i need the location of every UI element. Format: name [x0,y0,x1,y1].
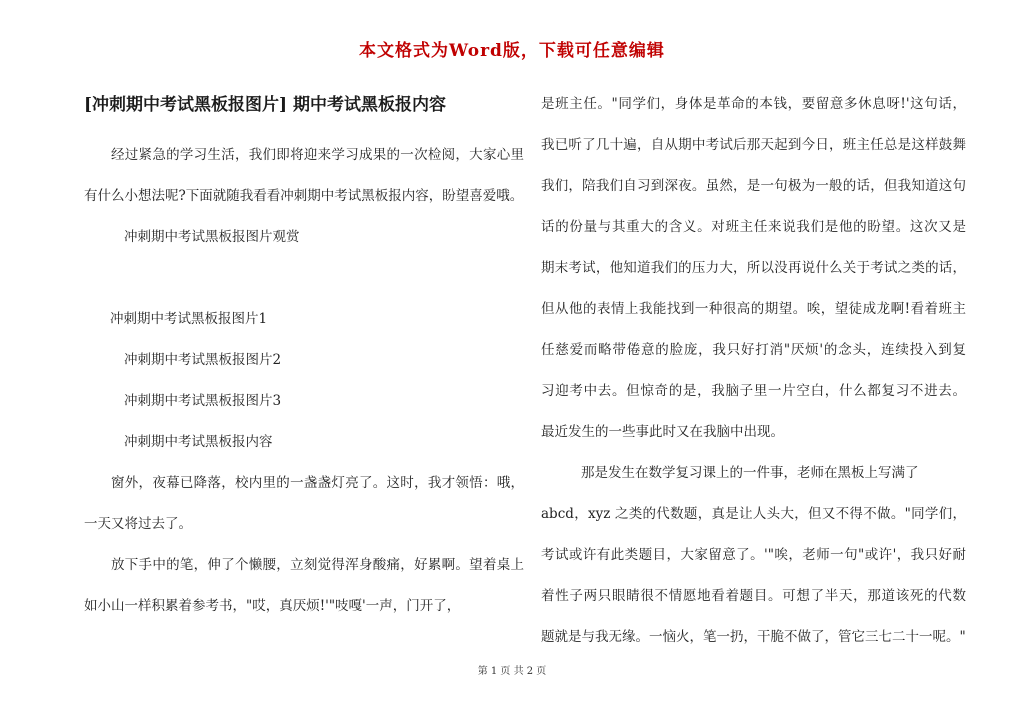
text-line: 着性子两只眼睛很不情愿地看着题目。可想了半天，那道该死的代数 [541,588,966,604]
right-column [541,84,966,658]
text-line: 我已听了几十遍，自从期中考试后那天起到今日，班主任总是这样鼓舞 [541,137,966,153]
picture-caption-2: 冲刺期中考试黑板报图片2 [124,352,282,368]
body-paragraph-1: 窗外，夜幕已降落，校内里的一盏盏灯亮了。这时，我才领悟：哦，一天又将过去了。 [84,475,524,532]
text-line: abcd，xyz 之类的代数题，真是让人头大，但又不得不做。"同学们， [541,506,966,522]
text-line: 任慈爱而略带倦意的脸庞，我只好打消"厌烦'的念头，连续投入到复 [541,342,966,358]
download-banner: 本文格式为Word版，下载可任意编辑 [359,41,665,61]
intro-paragraph: 经过紧急的学习生活，我们即将迎来学习成果的一次检阅，大家心里有什么小想法呢?下面就随我看看冲刺期中考试黑板报内容，盼望喜爱哦。 [84,147,524,204]
image-placeholder [84,258,524,299]
picture-caption-3: 冲刺期中考试黑板报图片3 [124,393,282,409]
text-line: 题就是与我无缘。一恼火，笔一扔，干脆不做了，管它三七二十一呢。" [541,629,966,645]
gallery-heading: 冲刺期中考试黑板报图片观赏 [124,229,300,245]
text-line: 最近发生的一些事此时又在我脑中出现。 [541,424,784,440]
body-paragraph-2: 放下手中的笔，伸了个懒腰，立刻觉得浑身酸痛，好累啊。望着桌上如小山一样积累着参考书，"哎，真厌烦!'"吱嘎'一声，门开了， [84,557,524,614]
page-number: 第 1 页 共 2 页 [477,666,547,677]
text-line: 习迎考中去。但惊奇的是，我脑子里一片空白，什么都复习不进去。 [541,383,966,399]
content-heading: 冲刺期中考试黑板报内容 [124,434,273,450]
text-line: 但从他的表情上我能找到一种很高的期望。唉，望徒成龙啊!看着班主 [541,301,966,317]
paragraph-start-line: 那是发生在数学复习课上的一件事，老师在黑板上写满了 [581,465,919,481]
document-title: [冲刺期中考试黑板报图片] 期中考试黑板报内容 [84,95,447,115]
text-line: 我们，陪我们自习到深夜。虽然，是一句极为一般的话，但我知道这句 [541,178,966,194]
text-line: 话的份量与其重大的含义。对班主任来说我们是他的盼望。这次又是 [541,219,966,235]
text-line: 考试或许有此类题目，大家留意了。'"唉，老师一句"或许'，我只好耐 [541,547,966,563]
picture-caption-1: 冲刺期中考试黑板报图片1 [110,311,268,327]
text-line: 期末考试，他知道我们的压力大，所以没再说什么关于考试之类的话， [541,260,966,276]
left-column [84,88,524,627]
text-line: 是班主任。"同学们，身体是革命的本钱，要留意多休息呀!'这句话， [541,96,966,112]
